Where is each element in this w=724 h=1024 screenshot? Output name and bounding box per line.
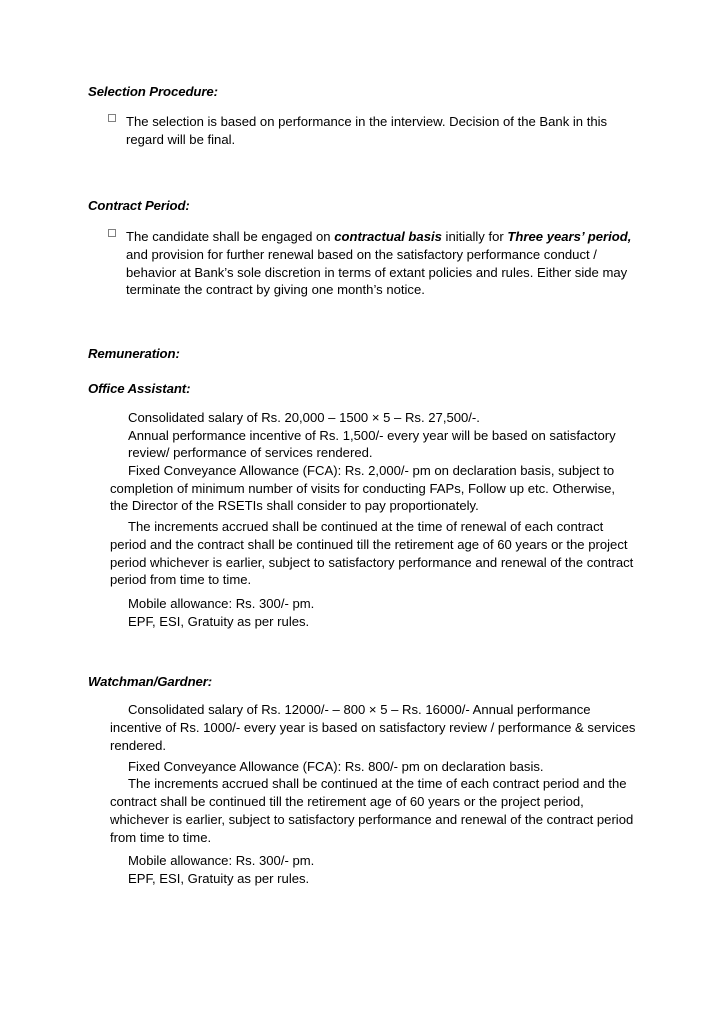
office-assistant-epf-line: EPF, ESI, Gratuity as per rules. [128, 613, 310, 629]
office-assistant-group-fca [88, 462, 636, 515]
empty-square-bullet-icon [108, 114, 116, 122]
heading-office-assistant: Office Assistant: [88, 380, 191, 396]
watchman-group-salary [88, 701, 636, 754]
watchman-epf-line: EPF, ESI, Gratuity as per rules. [128, 871, 310, 887]
bullet-item-contract [88, 228, 636, 299]
bullet-text-selection: The selection is based on performance in the interview. Decision of the Bank in this regard will be final. [126, 113, 608, 147]
contract-text-part-2: initially for [441, 229, 508, 245]
office-assistant-increments-paragraph: The increments accrued shall be continued at the time of renewal of each contract period and the contract shall be continued till the retirement age of 60 years or the project period whichever is earlier, subject to satisfactory performance and renewal of the contract period from time to time. [110, 519, 634, 588]
empty-square-bullet-icon [108, 229, 116, 237]
office-assistant-salary-line: Consolidated salary of Rs. 20,000 – 1500 × 5 – Rs. 27,500/-. [128, 409, 480, 425]
watchman-group-fca [88, 758, 636, 776]
watchman-fca-line: Fixed Conveyance Allowance (FCA): Rs. 800/- pm on declaration basis. [128, 758, 544, 774]
contract-text-part-4: and provision for further renewal based on the satisfactory performance conduct / behavior at Bank’s sole discretion in terms of extant policies and rules. Either side may terminate the contract by giving one month’s notice. [126, 246, 628, 298]
contract-text-part-1: contractual basis [334, 229, 442, 245]
watchman-group-increments [88, 775, 636, 846]
heading-contract-period: Contract Period: [88, 198, 190, 214]
document-content [88, 84, 636, 888]
watchman-salary-paragraph: Consolidated salary of Rs. 12000/- – 800 × 5 – Rs. 16000/- Annual performance incentive of Rs. 1000/- every year is based on satisfactory review / performance & services rendered. [110, 702, 636, 753]
watchman-increments-paragraph: The increments accrued shall be continued at the time of each contract period and the contract shall be continued till the retirement age of 60 years or the project period, whichever is earlier, subject to satisfactory performance and renewal of the contract period from time to time. [110, 776, 634, 845]
bullet-text-contract [126, 228, 636, 299]
heading-remuneration: Remuneration: [88, 346, 180, 362]
heading-watchman-gardner: Watchman/Gardner: [88, 673, 213, 689]
bullet-item-selection [88, 113, 636, 148]
contract-text-part-3: Three years’ period, [507, 229, 632, 245]
watchman-mobile-allowance-line: Mobile allowance: Rs. 300/- pm. [128, 853, 315, 869]
office-assistant-fca-paragraph: Fixed Conveyance Allowance (FCA): Rs. 2,000/- pm on declaration basis, subject to completion of minimum number of visits for conducting FAPs, Follow up etc. Otherwise, the Director of the RSETIs shall consider to pay proportionately. [110, 462, 616, 514]
heading-selection-procedure: Selection Procedure: [88, 84, 218, 99]
office-assistant-group-increments [88, 518, 636, 589]
watchman-group-benefits [88, 852, 636, 887]
office-assistant-group-benefits [88, 595, 636, 630]
office-assistant-group-salary [88, 409, 636, 462]
office-assistant-mobile-allowance-line: Mobile allowance: Rs. 300/- pm. [128, 596, 315, 612]
office-assistant-incentive-line: Annual performance incentive of Rs. 1,500/- every year will be based on satisfactory review/ performance of services rendered. [128, 427, 616, 461]
contract-text-part-0: The candidate shall be engaged on [126, 229, 335, 245]
